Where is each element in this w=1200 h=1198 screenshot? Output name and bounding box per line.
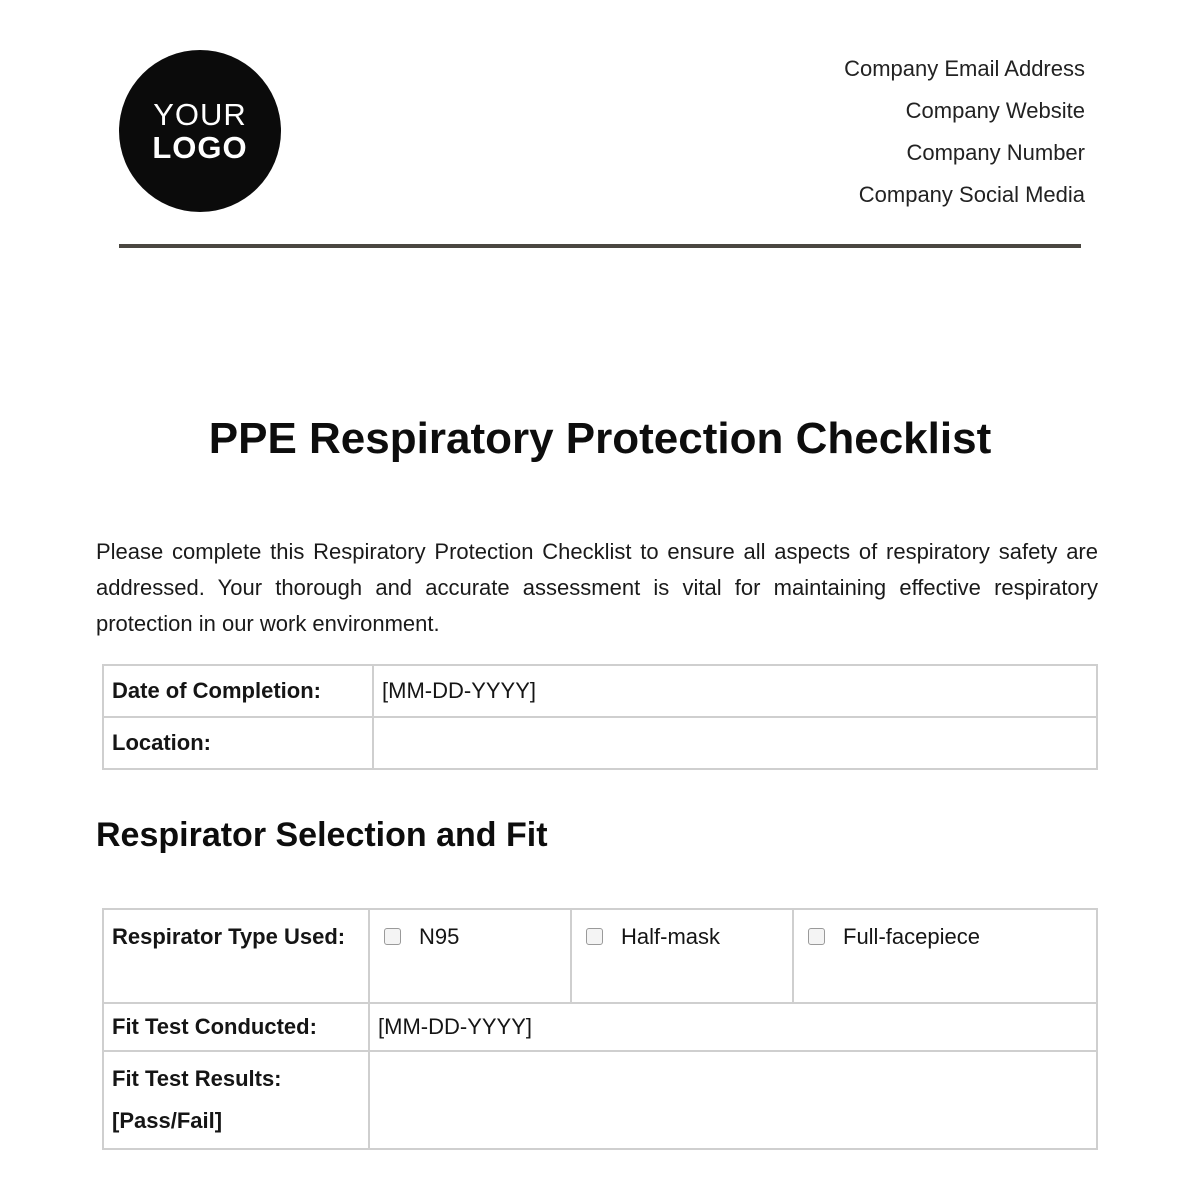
fit-test-date-field[interactable]: [MM-DD-YYYY] (369, 1003, 1097, 1051)
checkbox-icon[interactable] (808, 928, 825, 945)
company-logo (119, 50, 281, 212)
respirator-type-label: Respirator Type Used: (103, 909, 369, 1003)
date-of-completion-field[interactable]: [MM-DD-YYYY] (373, 665, 1097, 717)
option-n95[interactable] (369, 909, 571, 1003)
table-row (103, 909, 1097, 1003)
document-title: PPE Respiratory Protection Checklist (208, 414, 992, 463)
company-contact-block (844, 52, 1085, 220)
company-social-media: Company Social Media (858, 182, 1085, 207)
info-table (102, 664, 1098, 770)
intro-paragraph: Please complete this Respiratory Protection Checklist to ensure all aspects of respiratory safety are addressed. Your thorough and accurate assessment is vital for maintaining effective respiratory protection in our work environment. (96, 539, 1098, 636)
company-website: Company Website (905, 98, 1085, 123)
location-label: Location: (103, 717, 373, 769)
table-row (103, 1051, 1097, 1149)
logo-line-2: LOGO (152, 130, 248, 165)
option-label: N95 (419, 924, 460, 949)
fit-test-results-label: Fit Test Results: [Pass/Fail] (103, 1051, 369, 1149)
fit-test-conducted-label: Fit Test Conducted: (103, 1003, 369, 1051)
table-row (103, 1003, 1097, 1051)
table-row (103, 665, 1097, 717)
checkbox-icon[interactable] (586, 928, 603, 945)
company-number: Company Number (906, 140, 1085, 165)
table-row (103, 717, 1097, 769)
header-divider (119, 244, 1081, 248)
checkbox-icon[interactable] (384, 928, 401, 945)
company-email: Company Email Address (844, 56, 1085, 81)
option-full-facepiece[interactable] (793, 909, 1097, 1003)
section-heading: Respirator Selection and Fit (96, 816, 548, 854)
option-label: Full-facepiece (843, 924, 980, 949)
option-label: Half-mask (621, 924, 721, 949)
respirator-table (102, 908, 1098, 1150)
logo-line-1: YOUR (153, 97, 247, 132)
option-half-mask[interactable] (571, 909, 793, 1003)
location-field[interactable] (373, 717, 1097, 769)
fit-test-results-field[interactable] (369, 1051, 1097, 1149)
date-of-completion-label: Date of Completion: (103, 665, 373, 717)
